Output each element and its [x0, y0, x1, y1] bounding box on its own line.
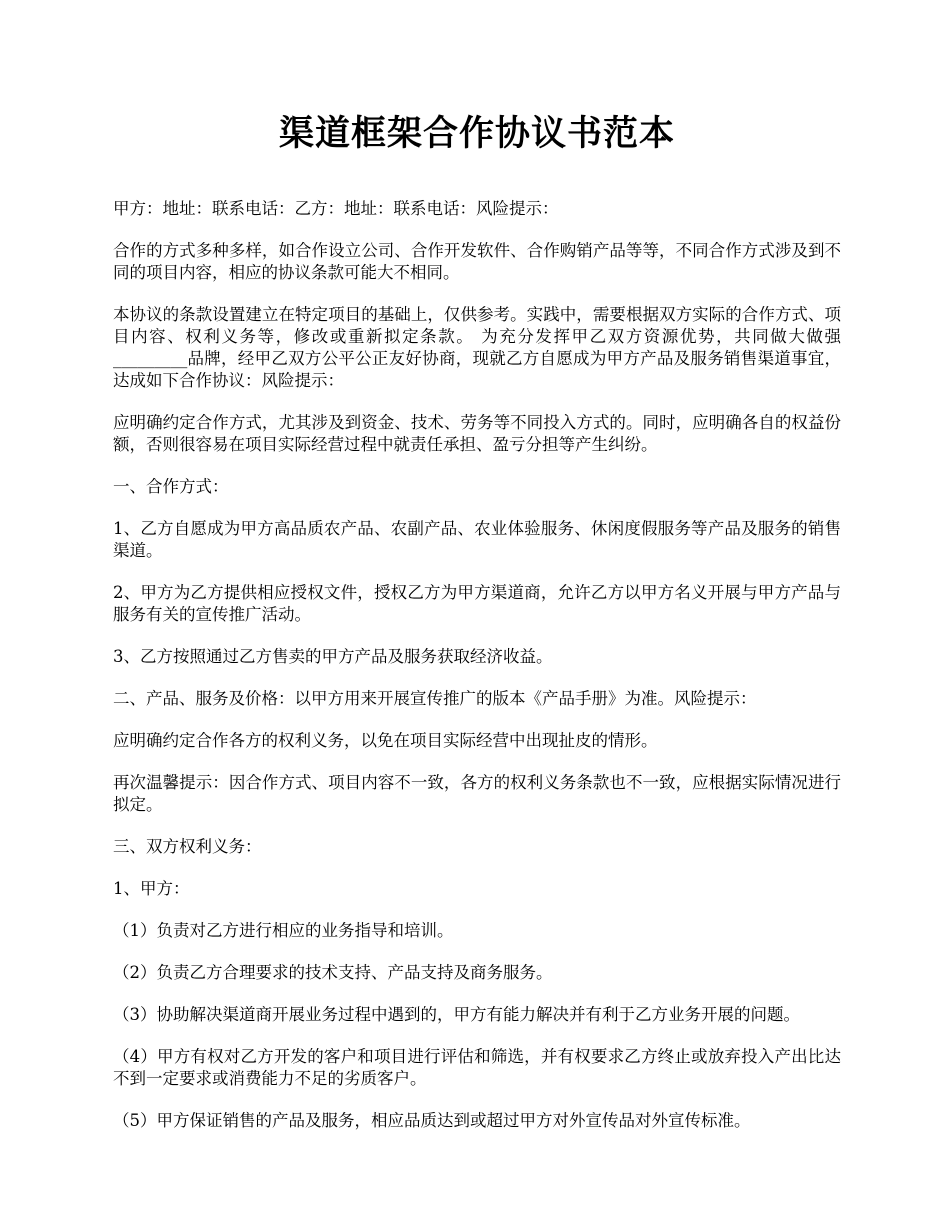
clause-3-1-1: （1）负责对乙方进行相应的业务指导和培训。 [113, 921, 454, 940]
clause-3-1-5: （5）甲方保证销售的产品及服务，相应品质达到或超过甲方对外宣传品对外宣传标准。 [113, 1111, 751, 1130]
section-heading-cooperation-mode: 一、合作方式： [113, 477, 229, 496]
paragraph-risk-note-cooperation: 应明确约定合作方式，尤其涉及到资金、技术、劳务等不同投入方式的。同时，应明确各自的权益份额，否则很容易在项目实际经营过程中就责任承担、盈亏分担等产生纠纷。 [113, 413, 841, 454]
clause-3-1-3: （3）协助解决渠道商开展业务过程中遇到的，甲方有能力解决并有利于乙方业务开展的问题。 [113, 1005, 800, 1024]
clause-1-2: 2、甲方为乙方提供相应授权文件，授权乙方为甲方渠道商，允许乙方以甲方名义开展与甲方产品与服务有关的宣传推广活动。 [113, 583, 841, 624]
paragraph-risk-note-rights: 应明确约定合作各方的权利义务，以免在项目实际经营中出现扯皮的情形。 [113, 731, 658, 750]
clause-3-1-2: （2）负责乙方合理要求的技术支持、产品支持及商务服务。 [113, 963, 553, 982]
section-heading-products-pricing: 二、产品、服务及价格：以甲方用来开展宣传推广的版本《产品手册》为准。风险提示： [113, 689, 757, 708]
clause-1-1: 1、乙方自愿成为甲方高品质农产品、农副产品、农业体验服务、休闲度假服务等产品及服务的销售渠道。 [113, 519, 841, 560]
paragraph-reminder: 再次温馨提示：因合作方式、项目内容不一致，各方的权利义务条款也不一致，应根据实际情况进行拟定。 [113, 773, 841, 814]
clause-3-1-4: （4）甲方有权对乙方开发的客户和项目进行评估和筛选，并有权要求乙方终止或放弃投入产出比达不到一定要求或消费能力不足的劣质客户。 [113, 1047, 841, 1088]
clause-1-3: 3、乙方按照通过乙方售卖的甲方产品及服务获取经济收益。 [113, 647, 553, 666]
paragraph-clause-basis: 本协议的条款设置建立在特定项目的基础上，仅供参考。实践中，需要根据双方实际的合作方式、项目内容、权利义务等，修改或重新拟定条款。 为充分发挥甲乙双方资源优势，共同做大做强_________品牌，经甲乙双方公平公正友好协商，现就乙方自愿成为甲方产品及服务销售渠道事宜，达成如下合作协议：风险提示： [113, 305, 841, 390]
paragraph-cooperation-intro: 合作的方式多种多样，如合作设立公司、合作开发软件、合作购销产品等等，不同合作方式涉及到不同的项目内容，相应的协议条款可能大不相同。 [113, 241, 841, 282]
document-page [113, 108, 841, 1152]
subsection-heading-party-a: 1、甲方： [113, 879, 190, 898]
document-title: 渠道框架合作协议书范本 [278, 113, 675, 154]
section-heading-rights-obligations: 三、双方权利义务： [113, 837, 262, 856]
paragraph-parties: 甲方：地址：联系电话：乙方：地址：联系电话：风险提示： [113, 199, 559, 218]
